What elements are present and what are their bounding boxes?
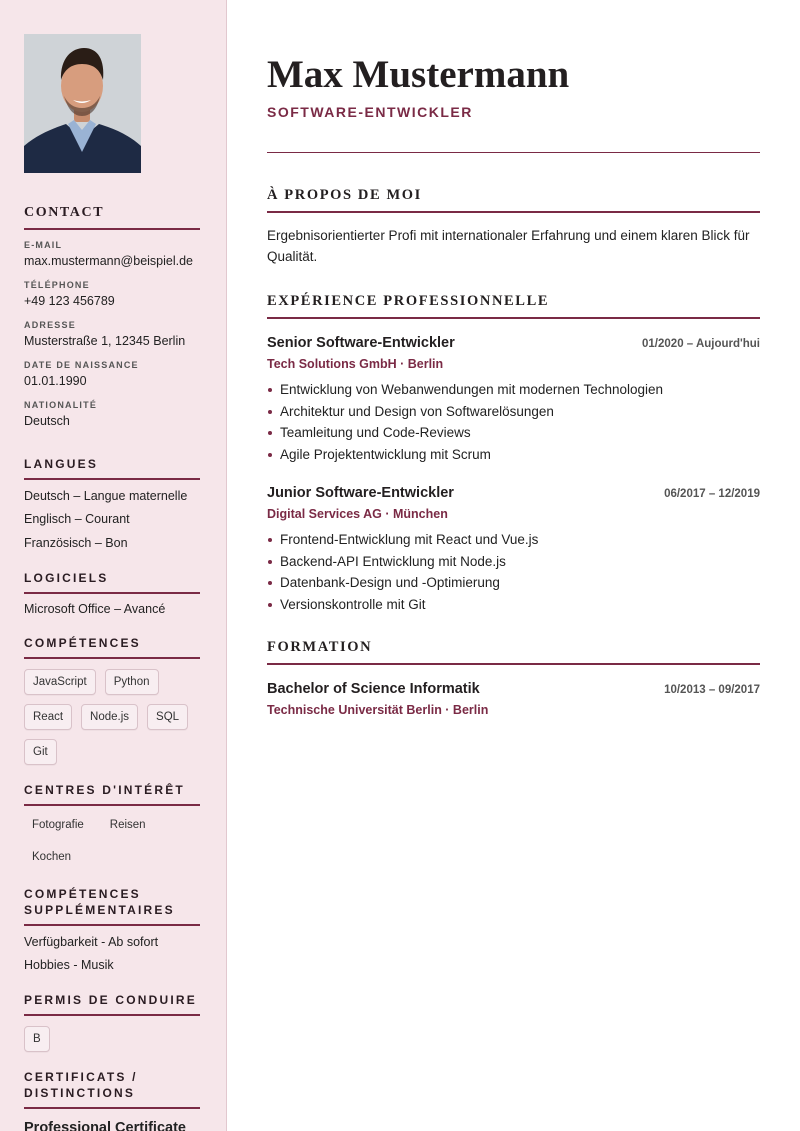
job-bullet: Backend-API Entwicklung mit Node.js: [267, 551, 760, 573]
skills-section: [24, 635, 200, 765]
interest-item: Kochen: [32, 851, 72, 863]
main-content: [267, 0, 760, 718]
interest-item: Reisen: [109, 819, 146, 831]
candidate-name: Max Mustermann: [267, 53, 570, 96]
additional-skills-section: [24, 886, 200, 973]
job-bullet: Architektur und Design von Softwarelösungen: [267, 401, 760, 423]
languages-section: [24, 456, 200, 551]
license-tag: B: [24, 1026, 50, 1052]
skills-heading: COMPÉTENCES: [24, 635, 200, 659]
education-heading: FORMATION: [267, 638, 760, 665]
email-label: E-MAIL: [24, 240, 63, 250]
interest-item: Fotografie: [32, 819, 84, 831]
job-entry-dates: 01/2020 – Aujourd'hui: [642, 338, 760, 350]
phone-value: +49 123 456789: [24, 294, 115, 308]
experience-section: [267, 292, 760, 615]
portrait-image: [24, 34, 141, 173]
language-item: Deutsch – Langue maternelle: [24, 488, 188, 503]
contact-section: [24, 205, 200, 430]
about-section: [267, 186, 760, 267]
birthdate-value: 01.01.1990: [24, 374, 87, 388]
birthdate-label: DATE DE NAISSANCE: [24, 360, 139, 370]
job-title: SOFTWARE-ENTWICKLER: [267, 104, 473, 120]
language-item: Französisch – Bon: [24, 535, 128, 550]
header-divider: [267, 152, 760, 153]
job-entry: [267, 484, 760, 615]
address-value: Musterstraße 1, 12345 Berlin: [24, 334, 186, 348]
job-bullet: Agile Projektentwicklung mit Scrum: [267, 444, 760, 466]
skill-tag: SQL: [147, 704, 188, 730]
job-bullet: Datenbank-Design und -Optimierung: [267, 572, 760, 594]
software-item: Microsoft Office – Avancé: [24, 602, 166, 616]
about-heading: À PROPOS DE MOI: [267, 186, 760, 213]
education-section: [267, 638, 760, 718]
certificates-heading: CERTIFICATS / DISTINCTIONS: [24, 1069, 200, 1109]
job-entry: [267, 334, 760, 465]
job-bullet: Frontend-Entwicklung mit React und Vue.js: [267, 529, 760, 551]
additional-skill-item: Verfügbarkeit - Ab sofort: [24, 934, 159, 949]
skill-tag: Python: [105, 669, 159, 695]
job-entry-company: Tech Solutions GmbH · Berlin: [267, 357, 444, 371]
skill-tag: React: [24, 704, 72, 730]
skill-tag: JavaScript: [24, 669, 96, 695]
certificate-item: Professional Certificate: [24, 1120, 186, 1131]
languages-heading: LANGUES: [24, 456, 200, 480]
skill-tag: Node.js: [81, 704, 138, 730]
education-school: Technische Universität Berlin · Berlin: [267, 703, 489, 717]
job-entry-dates: 06/2017 – 12/2019: [664, 488, 760, 500]
contact-heading: CONTACT: [24, 205, 200, 230]
job-entry-company: Digital Services AG · München: [267, 507, 448, 521]
sidebar: [0, 0, 227, 1131]
about-text: Ergebnisorientierter Profi mit internationaler Erfahrung und einem klaren Blick für Qualität.: [267, 228, 750, 264]
education-entry: [267, 680, 760, 718]
job-bullet: Versionskontrolle mit Git: [267, 594, 760, 616]
software-heading: LOGICIELS: [24, 570, 200, 594]
education-dates: 10/2013 – 09/2017: [664, 684, 760, 696]
interests-section: [24, 782, 200, 864]
experience-heading: EXPÉRIENCE PROFESSIONNELLE: [267, 292, 760, 319]
additional-skill-item: Hobbies - Musik: [24, 958, 114, 972]
interests-heading: CENTRES D'INTÉRÊT: [24, 782, 200, 806]
software-section: [24, 570, 200, 618]
job-bullet: Entwicklung von Webanwendungen mit modernen Technologien: [267, 379, 760, 401]
phone-label: TÉLÉPHONE: [24, 280, 90, 290]
education-degree: Bachelor of Science Informatik: [267, 681, 480, 697]
profile-photo: [24, 34, 141, 173]
nationality-label: NATIONALITÉ: [24, 400, 98, 410]
additional-skills-heading: COMPÉTENCES SUPPLÉMENTAIRES: [24, 886, 200, 926]
job-bullet: Teamleitung und Code-Reviews: [267, 422, 760, 444]
address-label: ADRESSE: [24, 320, 76, 330]
nationality-value: Deutsch: [24, 414, 70, 428]
license-section: [24, 992, 200, 1052]
job-entry-title: Senior Software-Entwickler: [267, 335, 455, 351]
job-entry-title: Junior Software-Entwickler: [267, 485, 454, 501]
skill-tag: Git: [24, 739, 57, 765]
certificates-section: [24, 1069, 200, 1131]
email-value: max.mustermann@beispiel.de: [24, 254, 194, 268]
language-item: Englisch – Courant: [24, 512, 130, 526]
license-heading: PERMIS DE CONDUIRE: [24, 992, 200, 1016]
